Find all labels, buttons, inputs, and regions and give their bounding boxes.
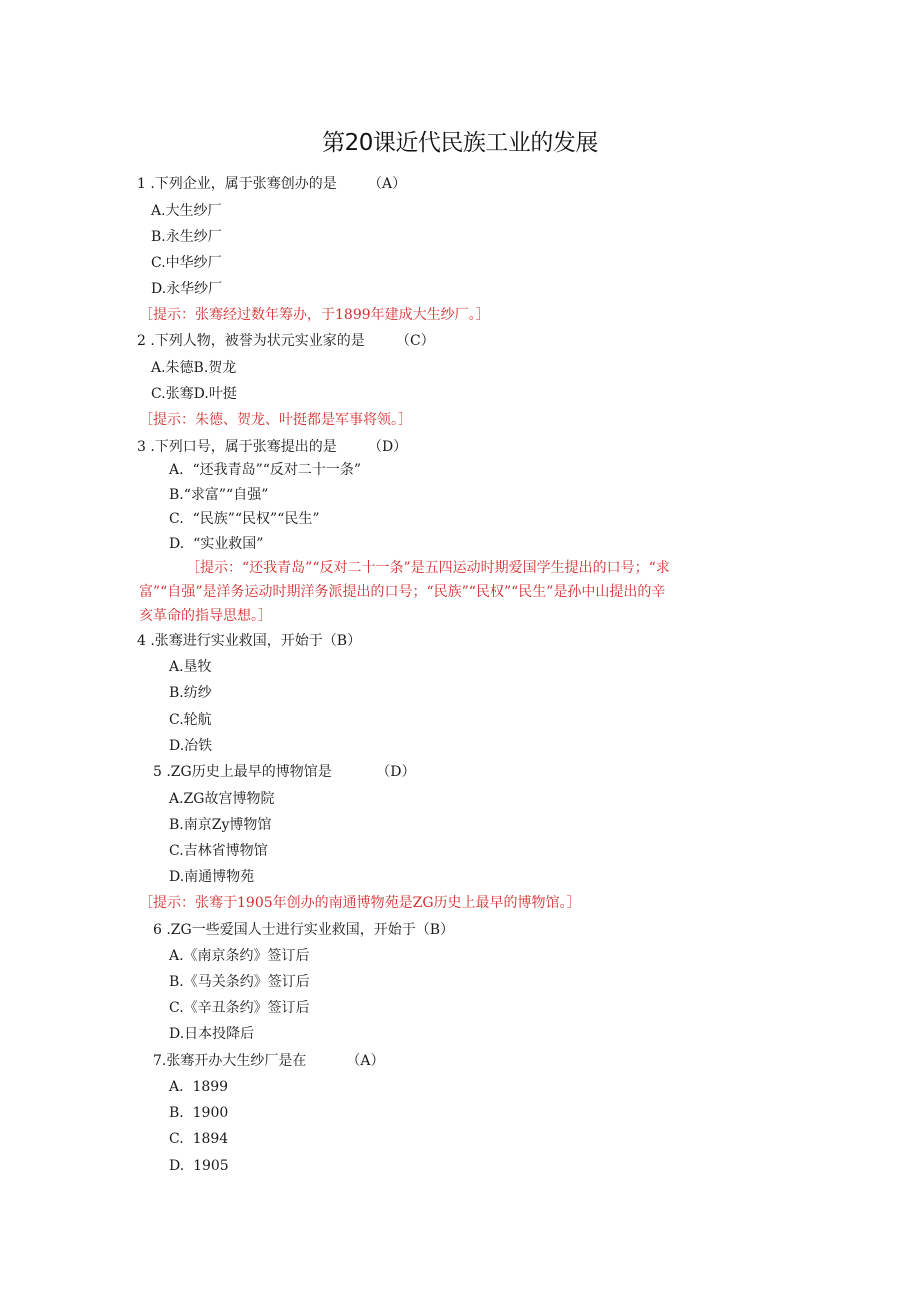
question-2-option-cd: C.张骞D.叶挺 <box>151 386 237 402</box>
question-6-option-d: D.日本投降后 <box>169 1026 255 1042</box>
question-1-hint: ［提示：张骞经过数年筹办，于1899年建成大生纱厂。］ <box>139 307 490 323</box>
question-3-hint-line-1: ［提示：“还我青岛”“反对二十一条”是五四运动时期爱国学生提出的口号；“求 <box>186 560 670 576</box>
page-title: 第20课近代民族工业的发展 <box>322 130 598 156</box>
question-2-option-ab: A.朱德B.贺龙 <box>151 360 237 376</box>
question-5-option-a: A.ZG故宫博物院 <box>169 791 275 807</box>
question-3-option-c: C. “民族”“民权”“民生” <box>169 511 320 527</box>
question-2-hint: ［提示：朱德、贺龙、叶挺都是军事将领。］ <box>139 412 412 428</box>
question-1-option-a: A.大生纱厂 <box>151 203 222 219</box>
question-1-stem: 1 .下列企业，属于张骞创办的是 （A） <box>137 176 407 192</box>
question-4-option-a: A.垦牧 <box>169 659 212 675</box>
question-5-option-c: C.吉林省博物馆 <box>169 843 268 859</box>
question-6-option-b: B.《马关条约》签订后 <box>169 974 310 990</box>
question-5-stem: 5 .ZG历史上最早的博物馆是 （D） <box>153 764 416 780</box>
question-3-hint-line-3: 亥革命的指导思想。］ <box>139 608 272 624</box>
question-3-option-a: A. “还我青岛”“反对二十一条” <box>169 462 362 478</box>
question-6-stem: 6 .ZG一些爱国人士进行实业救国，开始于（B） <box>153 922 455 938</box>
question-5-hint: ［提示：张骞于1905年创办的南通博物苑是ZG历史上最早的博物馆。］ <box>139 895 581 911</box>
question-1-option-b: B.永生纱厂 <box>151 229 222 245</box>
question-7-option-c: C. 1894 <box>169 1131 229 1147</box>
question-7-option-b: B. 1900 <box>169 1105 229 1121</box>
question-3-option-d: D. “实业救国” <box>169 536 264 552</box>
question-7-option-d: D. 1905 <box>169 1158 229 1174</box>
question-1-option-d: D.永华纱厂 <box>151 281 223 297</box>
question-4-option-d: D.冶铁 <box>169 738 213 754</box>
question-3-option-b: B.“求富”“自强” <box>169 487 269 503</box>
question-6-option-c: C.《辛丑条约》签订后 <box>169 1000 310 1016</box>
question-7-stem: 7.张骞开办大生纱厂是在 （A） <box>153 1053 385 1069</box>
question-4-option-c: C.轮航 <box>169 712 212 728</box>
question-4-stem: 4 .张骞进行实业救国，开始于（B） <box>137 633 362 649</box>
question-5-option-b: B.南京Zy博物馆 <box>169 817 272 833</box>
question-7-option-a: A. 1899 <box>169 1079 229 1095</box>
question-4-option-b: B.纺纱 <box>169 685 212 701</box>
question-1-option-c: C.中华纱厂 <box>151 255 222 271</box>
question-5-option-d: D.南通博物苑 <box>169 869 255 885</box>
question-6-option-a: A.《南京条约》签订后 <box>169 948 310 964</box>
question-3-stem: 3 .下列口号，属于张骞提出的是 （D） <box>137 439 408 455</box>
question-2-stem: 2 .下列人物，被誉为状元实业家的是 （C） <box>137 333 435 349</box>
question-3-hint-line-2: 富”“自强”是洋务运动时期洋务派提出的口号；“民族”“民权”“民生”是孙中山提出的辛 <box>139 584 666 600</box>
